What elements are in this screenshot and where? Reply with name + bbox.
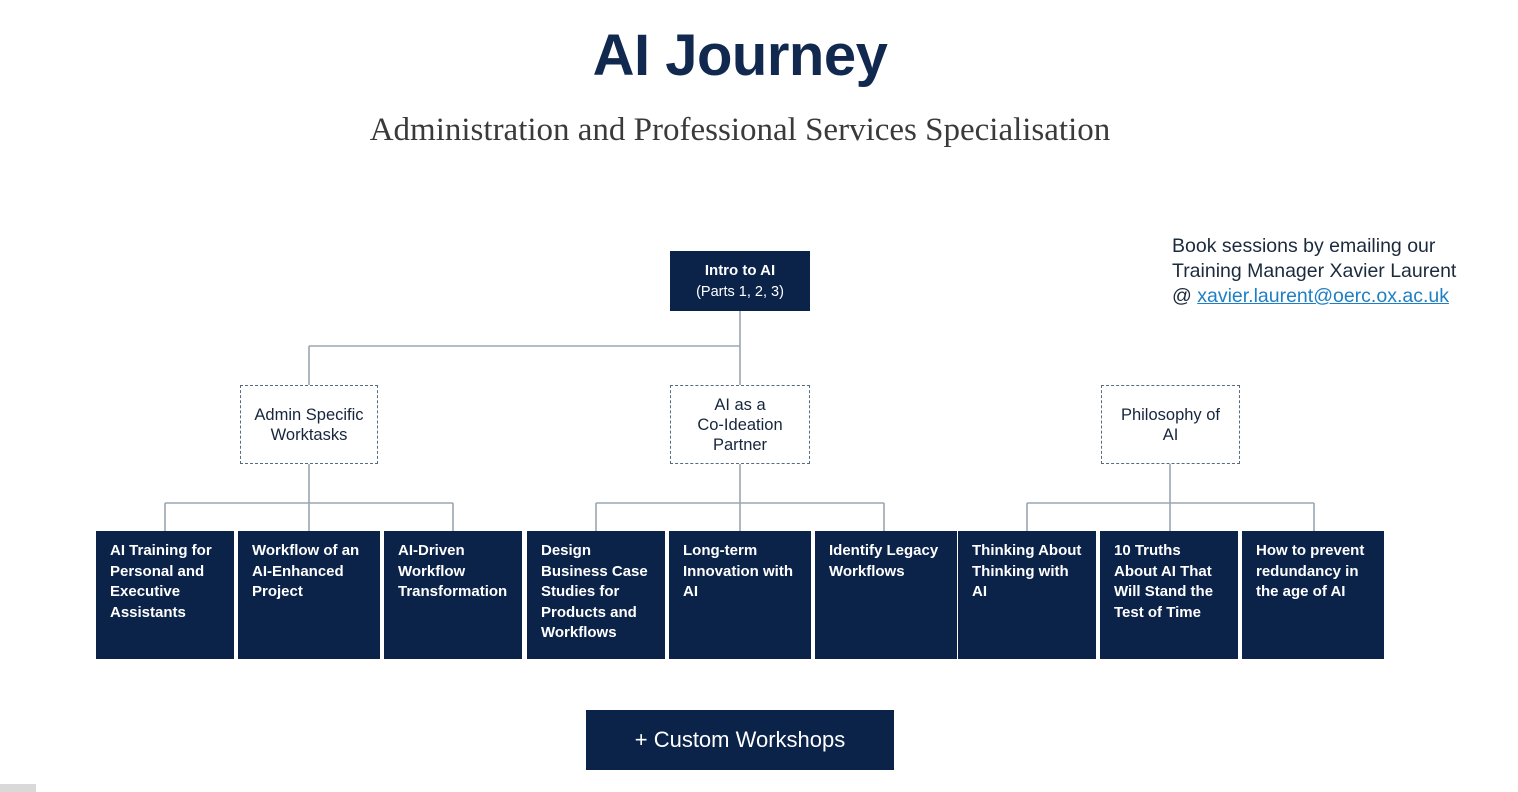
node-intro-title: Intro to AI [704,261,776,279]
contact-line-1: Book sessions by emailing our [1172,235,1436,257]
node-thinking-about-thinking[interactable]: Thinking About Thinking with AI [958,531,1096,659]
node-10-truths-about-ai[interactable]: 10 Truths About AI That Will Stand the Test of Time [1100,531,1238,659]
page-title: AI Journey [592,23,888,88]
contact-line-2: Training Manager Xavier Laurent [1172,260,1457,282]
node-label: Admin Specific Worktasks [254,405,364,444]
contact-info [1172,234,1512,309]
page-subtitle: Administration and Professional Services Specialisation [369,112,1111,148]
node-philosophy-of-ai[interactable] [1101,385,1240,464]
node-intro-subtitle: (Parts 1, 2, 3) [696,283,784,300]
contact-line-3 [1172,284,1512,309]
node-identify-legacy-workflows[interactable]: Identify Legacy Workflows [815,531,957,659]
node-ai-co-ideation-partner[interactable] [670,385,810,464]
node-label: AI as a Co-Ideation Partner [697,395,783,454]
node-ai-driven-workflow-transformation[interactable]: AI-Driven Workflow Transformation [384,531,522,659]
node-ai-training-assistants[interactable]: AI Training for Personal and Executive Assistants [96,531,234,659]
trainer-email-link[interactable]: xavier.laurent@oerc.ox.ac.uk [1197,285,1449,307]
node-label: Philosophy of AI [1120,405,1221,444]
node-intro-to-ai[interactable] [670,251,810,311]
node-design-business-case-studies[interactable]: Design Business Case Studies for Products and Workflows [527,531,665,659]
contact-at-prefix: @ [1172,285,1198,307]
bottom-left-marker [0,784,36,792]
node-admin-specific-worktasks[interactable] [240,385,378,464]
node-prevent-redundancy[interactable]: How to prevent redundancy in the age of AI [1242,531,1384,659]
node-long-term-innovation[interactable]: Long-term Innovation with AI [669,531,811,659]
node-workflow-ai-enhanced-project[interactable]: Workflow of an AI-Enhanced Project [238,531,380,659]
custom-workshops-button[interactable]: + Custom Workshops [586,710,894,770]
